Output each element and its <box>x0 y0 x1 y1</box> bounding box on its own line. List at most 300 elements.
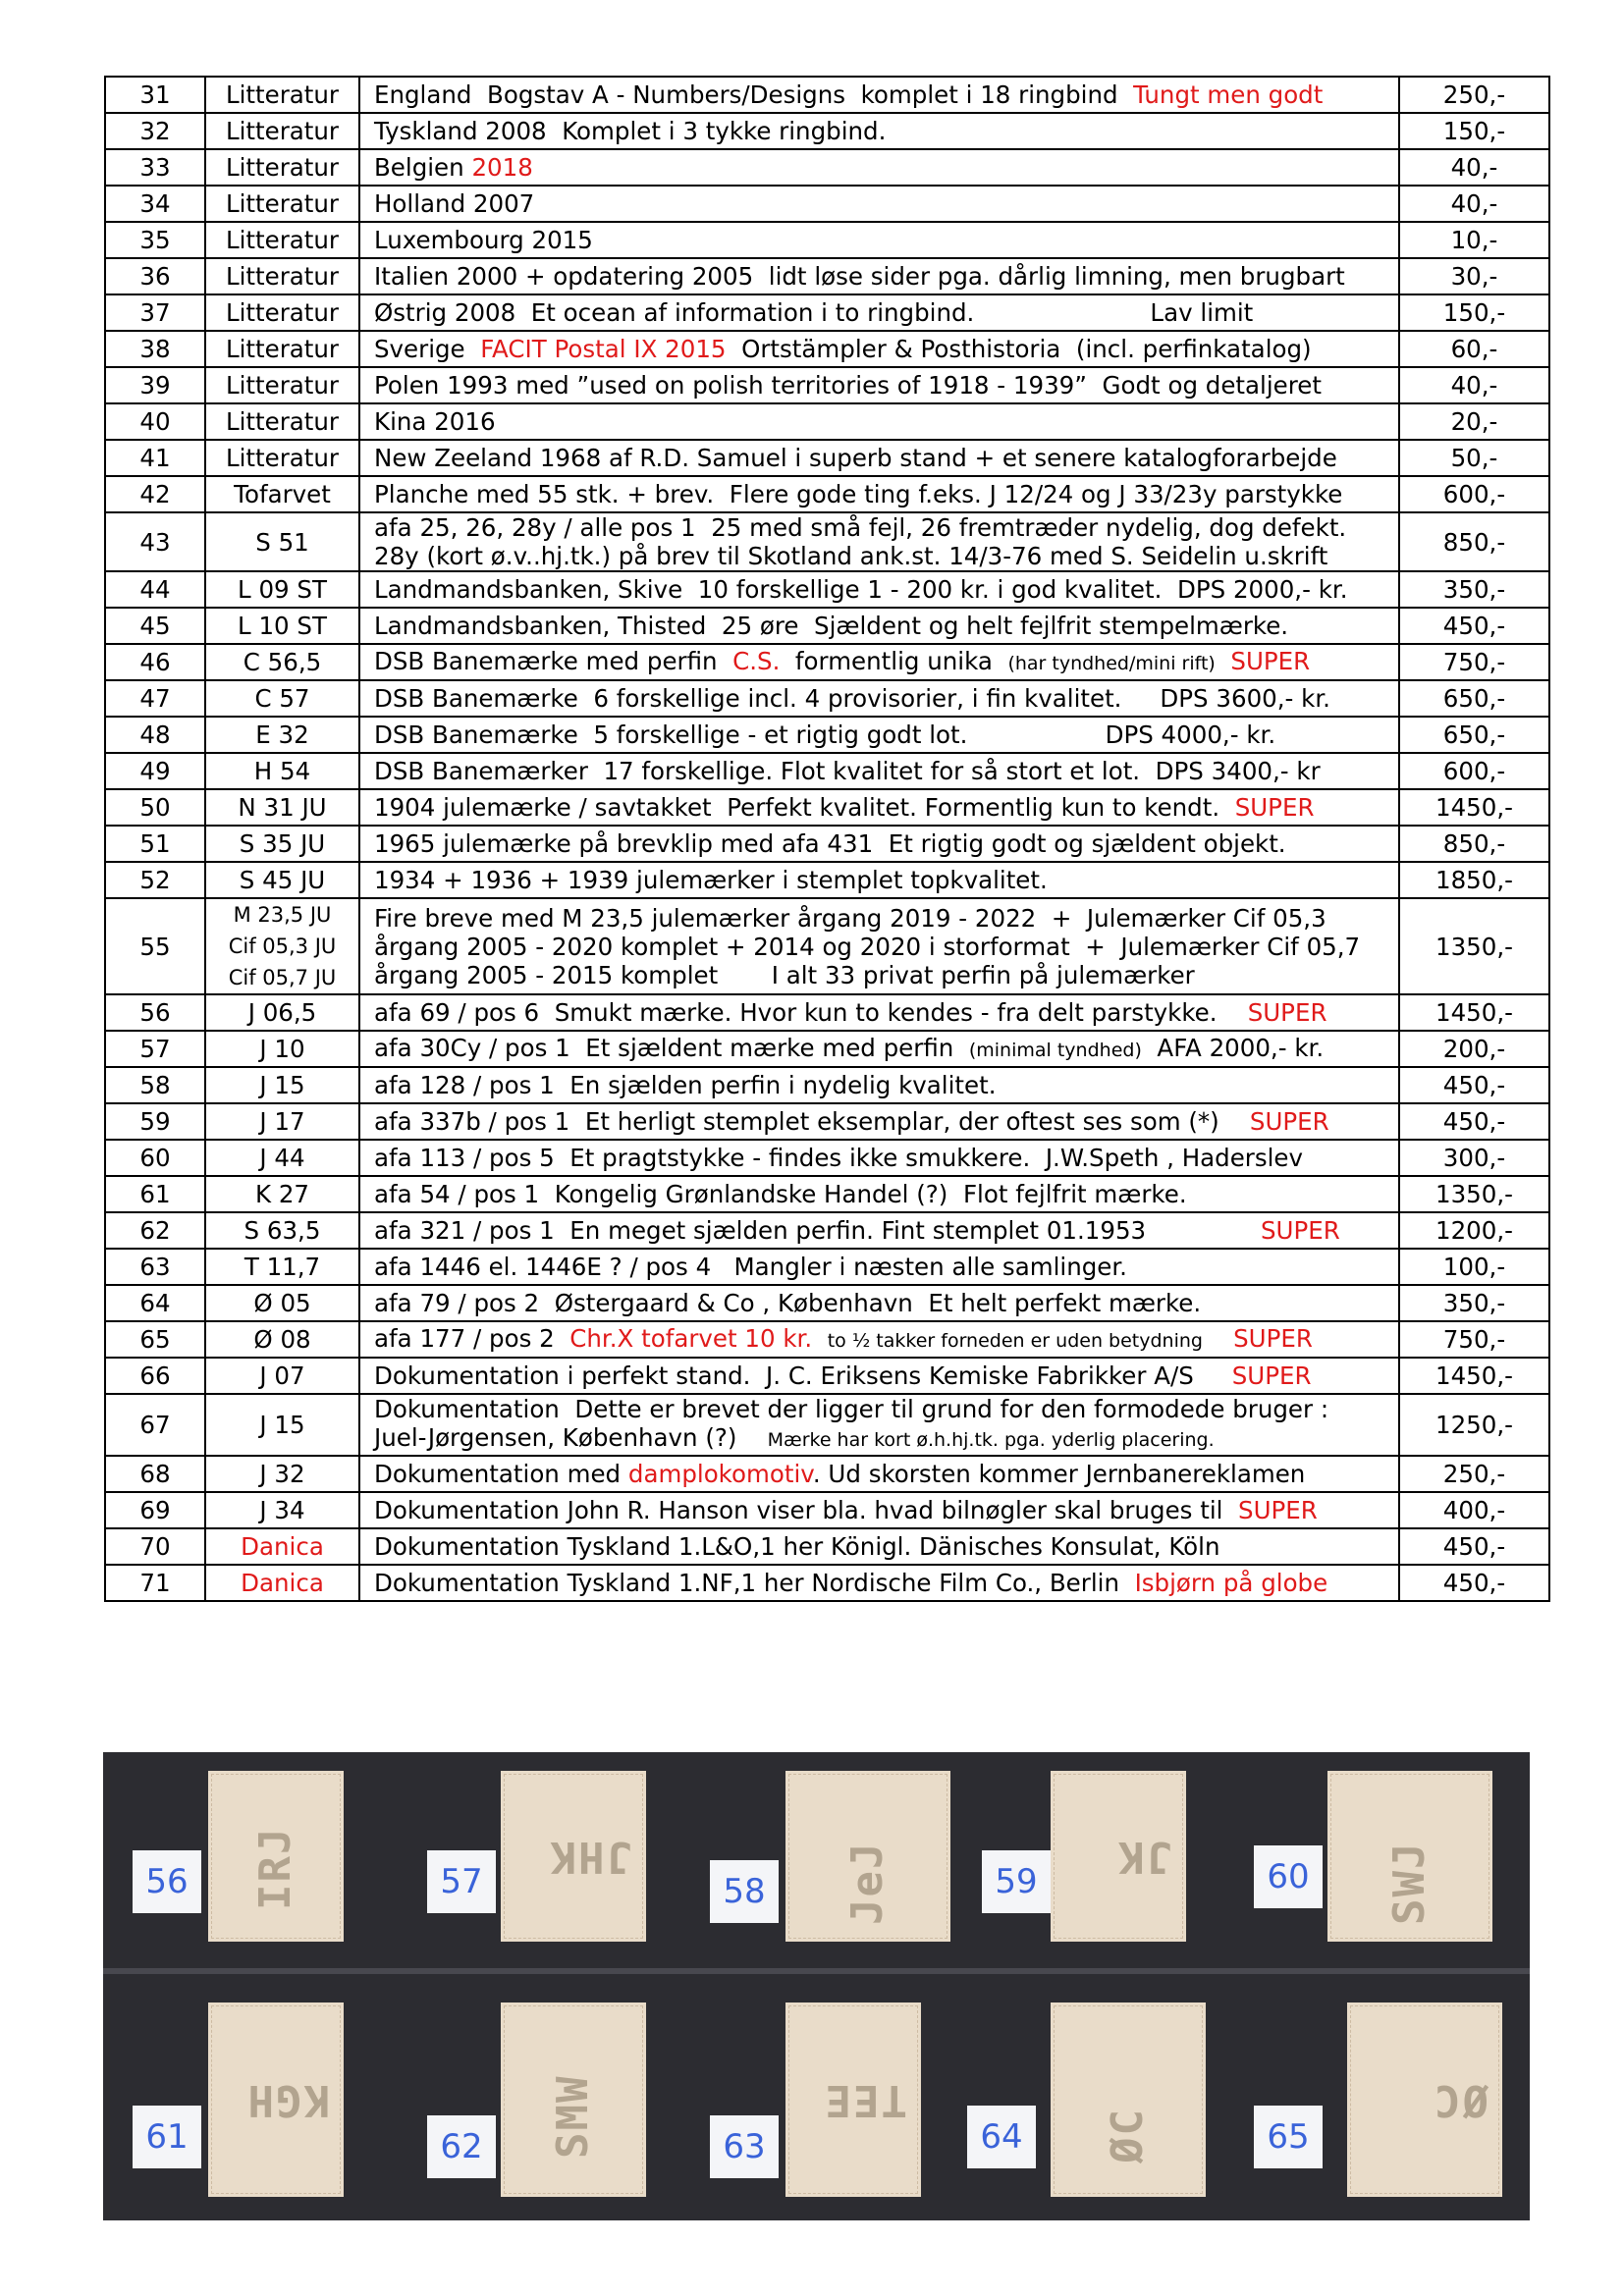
lot-number-label: 65 <box>1254 2106 1323 2168</box>
description-text: Landmandsbanken, Skive 10 forskellige 1 - 200 kr. i god kvalitet. DPS 2000,- kr. <box>374 575 1348 604</box>
lot-description <box>359 1456 1399 1492</box>
category-text: S 63,5 <box>244 1216 321 1245</box>
category-text: Litteratur <box>225 117 340 145</box>
lot-price: 150,- <box>1399 294 1549 331</box>
description-text: afa 337b / pos 1 Et herligt stemplet eksemplar, der oftest ses som (*) <box>374 1107 1250 1136</box>
lot-description <box>359 1140 1399 1176</box>
lot-price: 750,- <box>1399 1321 1549 1358</box>
description-text <box>1203 1324 1233 1353</box>
lot-category <box>205 1031 359 1067</box>
lot-price: 100,- <box>1399 1249 1549 1285</box>
description-line <box>374 80 1398 109</box>
lot-table-body <box>105 77 1549 1601</box>
lot-category <box>205 440 359 476</box>
lot-description <box>359 1212 1399 1249</box>
category-text: T 11,7 <box>244 1253 321 1281</box>
lot-number: 63 <box>105 1249 205 1285</box>
description-text: Planche med 55 stk. + brev. Flere gode ting f.eks. J 12/24 og J 33/23y parstykke <box>374 480 1343 508</box>
lot-row <box>105 294 1549 331</box>
lot-row <box>105 1394 1549 1456</box>
lot-row <box>105 1528 1549 1565</box>
lot-number: 36 <box>105 258 205 294</box>
description-line <box>374 1144 1398 1172</box>
lot-number: 69 <box>105 1492 205 1528</box>
lot-row <box>105 512 1549 571</box>
category-text: Litteratur <box>225 153 340 182</box>
description-text: Belgien <box>374 153 472 182</box>
description-text: Tyskland 2008 Komplet i 3 tykke ringbind. <box>374 117 887 145</box>
lot-row <box>105 1492 1549 1528</box>
lot-price: 1200,- <box>1399 1212 1549 1249</box>
description-line <box>374 904 1398 933</box>
lot-row <box>105 862 1549 898</box>
lot-number: 67 <box>105 1394 205 1456</box>
description-text: Sverige <box>374 335 481 363</box>
category-text: C 56,5 <box>243 648 322 676</box>
description-text: Dokumentation med <box>374 1460 628 1488</box>
lot-row <box>105 149 1549 186</box>
lot-price: 450,- <box>1399 608 1549 644</box>
description-text: Dokumentation John R. Hanson viser bla. hvad bilnøgler skal bruges til <box>374 1496 1239 1524</box>
lot-category <box>205 644 359 680</box>
perfin-stamp <box>504 2005 643 2194</box>
description-text: Dokumentation Tyskland 1.L&O,1 her Königl. Dänisches Konsulat, Köln <box>374 1532 1220 1561</box>
perfin-pattern: SWJ <box>1384 1841 1435 1925</box>
lot-price: 450,- <box>1399 1528 1549 1565</box>
lot-number: 66 <box>105 1358 205 1394</box>
lot-price: 650,- <box>1399 717 1549 753</box>
lot-description <box>359 1103 1399 1140</box>
lot-number: 65 <box>105 1321 205 1358</box>
lot-number-label: 61 <box>133 2106 201 2168</box>
lot-description <box>359 222 1399 258</box>
lot-number: 50 <box>105 789 205 826</box>
lot-category <box>205 512 359 571</box>
lot-row <box>105 440 1549 476</box>
lot-description <box>359 1528 1399 1565</box>
description-line <box>374 1324 1398 1356</box>
description-text: 1904 julemærke / savtakket Perfekt kvalitet. Formentlig kun to kendt. <box>374 793 1235 822</box>
description-text: Fire breve med M 23,5 julemærker årgang 2019 - 2022 + Julemærker Cif 05,3 <box>374 903 1326 933</box>
lot-description <box>359 1176 1399 1212</box>
lot-price: 450,- <box>1399 1565 1549 1601</box>
description-line <box>374 721 1398 749</box>
perfin-stamp <box>211 1774 341 1939</box>
lot-category <box>205 1321 359 1358</box>
lot-description <box>359 994 1399 1031</box>
lot-number: 64 <box>105 1285 205 1321</box>
description-text: Polen 1993 med ”used on polish territories of 1918 - 1939” Godt og detaljeret <box>374 371 1322 400</box>
description-line <box>374 117 1398 145</box>
category-text: Ø 08 <box>253 1325 311 1354</box>
lot-row <box>105 367 1549 403</box>
lot-row <box>105 186 1549 222</box>
description-text: årgang 2005 - 2015 komplet I alt 33 privat perfin på julemærker <box>374 960 1195 989</box>
lot-description <box>359 403 1399 440</box>
lot-description <box>359 1285 1399 1321</box>
lot-number-label: 60 <box>1254 1845 1323 1908</box>
lot-number: 49 <box>105 753 205 789</box>
lot-row <box>105 113 1549 149</box>
description-line <box>374 1569 1398 1597</box>
perfin-pattern: ØC <box>1433 2075 1489 2125</box>
lot-price: 60,- <box>1399 331 1549 367</box>
lot-number: 39 <box>105 367 205 403</box>
lot-number: 33 <box>105 149 205 186</box>
description-line <box>374 1034 1398 1065</box>
lot-row <box>105 826 1549 862</box>
category-text: Danica <box>241 1569 324 1597</box>
lot-category <box>205 753 359 789</box>
description-text: Italien 2000 + opdatering 2005 lidt løse sider pga. dårlig limning, men brugbart <box>374 262 1345 291</box>
category-text: Litteratur <box>225 407 340 436</box>
category-text: J 10 <box>259 1035 305 1063</box>
category-text: S 51 <box>255 527 309 557</box>
lot-number: 48 <box>105 717 205 753</box>
lot-number: 40 <box>105 403 205 440</box>
lot-number-label: 56 <box>133 1850 201 1913</box>
highlight-text: Tungt men godt <box>1133 80 1324 109</box>
lot-description <box>359 258 1399 294</box>
highlight-text: Isbjørn på globe <box>1134 1569 1328 1597</box>
category-text: J 15 <box>259 1411 305 1439</box>
lot-description <box>359 789 1399 826</box>
lot-description <box>359 1492 1399 1528</box>
lot-description <box>359 826 1399 862</box>
lot-price: 1350,- <box>1399 1176 1549 1212</box>
description-line <box>374 684 1398 713</box>
lot-category <box>205 258 359 294</box>
description-line <box>374 1496 1398 1524</box>
lot-number: 55 <box>105 898 205 994</box>
description-line <box>374 933 1398 961</box>
lot-row <box>105 77 1549 113</box>
description-text: Ortstämpler & Posthistoria (incl. perfinkatalog) <box>726 335 1312 363</box>
lot-price: 1350,- <box>1399 898 1549 994</box>
lot-description <box>359 294 1399 331</box>
category-text: N 31 JU <box>238 793 327 822</box>
lot-category <box>205 1565 359 1601</box>
perfin-pattern: ØC <box>1103 2108 1153 2163</box>
category-text: Litteratur <box>225 189 340 218</box>
lot-category <box>205 608 359 644</box>
category-text: Litteratur <box>225 80 340 109</box>
lot-category <box>205 1212 359 1249</box>
description-text <box>812 1324 828 1353</box>
category-text: Danica <box>241 1532 324 1561</box>
lot-row <box>105 331 1549 367</box>
lot-price: 600,- <box>1399 753 1549 789</box>
category-text: J 15 <box>259 1071 305 1099</box>
lot-row <box>105 1285 1549 1321</box>
description-text: afa 54 / pos 1 Kongelig Grønlandske Handel (?) Flot fejlfrit mærke. <box>374 1180 1187 1208</box>
lot-number: 46 <box>105 644 205 680</box>
description-line <box>374 575 1398 604</box>
highlight-text: SUPER <box>1249 1107 1329 1136</box>
lot-category <box>205 680 359 717</box>
lot-row <box>105 1031 1549 1067</box>
lot-price: 1250,- <box>1399 1394 1549 1456</box>
lot-description <box>359 440 1399 476</box>
lot-category <box>205 898 359 994</box>
lot-price: 450,- <box>1399 1067 1549 1103</box>
lot-number-label: 63 <box>710 2115 779 2178</box>
lot-number: 57 <box>105 1031 205 1067</box>
perfin-pattern: KGH <box>245 2075 330 2125</box>
lot-row <box>105 898 1549 994</box>
lot-category <box>205 1492 359 1528</box>
description-text: Dokumentation Dette er brevet der ligger til grund for den formodede bruger : <box>374 1395 1329 1423</box>
lot-price: 1450,- <box>1399 1358 1549 1394</box>
lot-category <box>205 1140 359 1176</box>
lot-description <box>359 113 1399 149</box>
description-text: 1965 julemærke på brevklip med afa 431 Et rigtig godt og sjældent objekt. <box>374 829 1286 858</box>
lot-description <box>359 186 1399 222</box>
description-text: afa 1446 el. 1446E ? / pos 4 Mangler i næsten alle samlinger. <box>374 1253 1127 1281</box>
lot-row <box>105 1321 1549 1358</box>
lot-row <box>105 789 1549 826</box>
category-text: J 44 <box>259 1144 305 1172</box>
lot-number-label: 62 <box>427 2115 496 2178</box>
description-line <box>374 189 1398 218</box>
lot-description <box>359 476 1399 512</box>
description-line <box>374 866 1398 894</box>
perfin-stamp <box>1350 2005 1499 2194</box>
lot-category <box>205 476 359 512</box>
category-text: J 32 <box>259 1460 305 1488</box>
lot-price: 750,- <box>1399 644 1549 680</box>
description-line <box>374 647 1398 678</box>
perfin-pattern: JHK <box>548 1832 632 1882</box>
lot-price: 300,- <box>1399 1140 1549 1176</box>
description-text: Mærke har kort ø.h.hj.tk. pga. yderlig placering. <box>767 1429 1215 1451</box>
lot-category <box>205 186 359 222</box>
lot-number: 38 <box>105 331 205 367</box>
description-line <box>374 444 1398 472</box>
description-line <box>374 298 1398 327</box>
highlight-text: 2018 <box>471 153 533 182</box>
lot-number: 60 <box>105 1140 205 1176</box>
lot-category <box>205 862 359 898</box>
description-text: afa 113 / pos 5 Et pragtstykke - findes ikke smukkere. J.W.Speth , Haderslev <box>374 1144 1304 1172</box>
category-text: K 27 <box>254 1180 310 1208</box>
lot-row <box>105 1176 1549 1212</box>
lot-row <box>105 1249 1549 1285</box>
lot-number: 51 <box>105 826 205 862</box>
lot-number: 68 <box>105 1456 205 1492</box>
description-text: Dokumentation i perfekt stand. J. C. Eriksens Kemiske Fabrikker A/S <box>374 1362 1232 1390</box>
description-line <box>374 757 1398 785</box>
lot-description <box>359 512 1399 571</box>
lot-category <box>205 222 359 258</box>
lot-price: 350,- <box>1399 571 1549 608</box>
category-text: Tofarvet <box>234 480 331 508</box>
lot-category <box>205 1249 359 1285</box>
lot-price: 200,- <box>1399 1031 1549 1067</box>
lot-row <box>105 1067 1549 1103</box>
category-text: Litteratur <box>225 298 340 327</box>
description-line <box>374 407 1398 436</box>
lot-description <box>359 862 1399 898</box>
lot-row <box>105 1140 1549 1176</box>
lot-row <box>105 608 1549 644</box>
lot-category <box>205 826 359 862</box>
lot-category <box>205 113 359 149</box>
lot-description <box>359 608 1399 644</box>
lot-row <box>105 258 1549 294</box>
description-text: Kina 2016 <box>374 407 496 436</box>
description-line <box>374 1253 1398 1281</box>
lot-price: 850,- <box>1399 512 1549 571</box>
lot-row <box>105 403 1549 440</box>
description-line <box>374 153 1398 182</box>
description-line <box>374 262 1398 291</box>
description-text: DSB Banemærke 6 forskellige incl. 4 provisorier, i fin kvalitet. DPS 3600,- kr. <box>374 684 1330 713</box>
lot-price: 10,- <box>1399 222 1549 258</box>
highlight-text: SUPER <box>1231 1362 1312 1390</box>
lot-category <box>205 1285 359 1321</box>
perfin-pattern: TEE <box>823 2075 907 2125</box>
lot-row <box>105 994 1549 1031</box>
lot-table <box>104 76 1550 1602</box>
description-text: årgang 2005 - 2020 komplet + 2014 og 2020 i storformat + Julemærker Cif 05,7 <box>374 932 1361 961</box>
lot-category <box>205 294 359 331</box>
highlight-text: SUPER <box>1234 793 1315 822</box>
lot-price: 40,- <box>1399 186 1549 222</box>
description-text: New Zeeland 1968 af R.D. Samuel i superb stand + et senere katalogforarbejde <box>374 444 1337 472</box>
category-text: J 07 <box>259 1362 305 1390</box>
description-text: afa 177 / pos 2 <box>374 1323 570 1353</box>
lot-number: 56 <box>105 994 205 1031</box>
description-text: Østrig 2008 Et ocean af information i to ringbind. Lav limit <box>374 298 1254 327</box>
lot-price: 650,- <box>1399 680 1549 717</box>
description-text: Luxembourg 2015 <box>374 226 593 254</box>
description-text: afa 79 / pos 2 Østergaard & Co , København Et helt perfekt mærke. <box>374 1289 1202 1317</box>
lot-category <box>205 331 359 367</box>
description-line <box>374 480 1398 508</box>
lot-number: 31 <box>105 77 205 113</box>
description-text: Dokumentation Tyskland 1.NF,1 her Nordische Film Co., Berlin <box>374 1569 1135 1597</box>
lot-number: 41 <box>105 440 205 476</box>
lot-description <box>359 717 1399 753</box>
lot-description <box>359 1031 1399 1067</box>
lot-category <box>205 1358 359 1394</box>
lot-row <box>105 753 1549 789</box>
lot-price: 50,- <box>1399 440 1549 476</box>
highlight-text: SUPER <box>1238 1496 1318 1524</box>
lot-price: 30,- <box>1399 258 1549 294</box>
lot-row <box>105 1358 1549 1394</box>
description-text: afa 321 / pos 1 En meget sjælden perfin. Fint stemplet 01.1953 <box>374 1216 1261 1245</box>
description-text: afa 30Cy / pos 1 Et sjældent mærke med perfin <box>374 1033 969 1062</box>
lot-row <box>105 644 1549 680</box>
lot-price: 1850,- <box>1399 862 1549 898</box>
category-text: S 45 JU <box>239 866 326 894</box>
lot-description <box>359 1249 1399 1285</box>
category-text: Cif 05,3 JU <box>228 934 337 958</box>
highlight-text: SUPER <box>1230 646 1311 675</box>
lot-row <box>105 476 1549 512</box>
description-line <box>374 1216 1398 1245</box>
lot-price: 600,- <box>1399 476 1549 512</box>
lot-category <box>205 1528 359 1565</box>
description-text: Juel-Jørgensen, København (?) <box>374 1423 768 1452</box>
description-text: formentlig unika <box>780 646 1008 675</box>
perfin-stamp <box>1330 1774 1489 1939</box>
description-text: afa 69 / pos 6 Smukt mærke. Hvor kun to kendes - fra delt parstykke. <box>374 998 1248 1027</box>
description-line <box>374 226 1398 254</box>
perfin-pattern: SMW <box>548 2074 598 2159</box>
lot-description <box>359 644 1399 680</box>
perfin-stamp <box>211 2005 341 2194</box>
lot-category <box>205 367 359 403</box>
lot-number: 43 <box>105 512 205 571</box>
lot-row <box>105 1212 1549 1249</box>
category-text: Ø 05 <box>253 1289 311 1317</box>
lot-category <box>205 77 359 113</box>
perfin-stamp <box>788 2005 918 2194</box>
lot-number: 35 <box>105 222 205 258</box>
highlight-text: SUPER <box>1233 1323 1313 1353</box>
lot-category <box>205 149 359 186</box>
lot-category <box>205 403 359 440</box>
lot-row <box>105 1103 1549 1140</box>
lot-price: 450,- <box>1399 1103 1549 1140</box>
highlight-text: C.S. <box>732 646 781 675</box>
description-text: (har tyndhed/mini rift) <box>1007 652 1216 674</box>
description-text: (minimal tyndhed) <box>968 1039 1142 1061</box>
lot-price: 150,- <box>1399 113 1549 149</box>
description-text: DSB Banemærke med perfin <box>374 646 733 675</box>
highlight-text: FACIT Postal IX 2015 <box>480 335 727 363</box>
description-text: England Bogstav A - Numbers/Designs komplet i 18 ringbind <box>374 80 1134 109</box>
description-text: to ½ takker forneden er uden betydning <box>827 1329 1203 1352</box>
lot-number: 37 <box>105 294 205 331</box>
lot-price: 20,- <box>1399 403 1549 440</box>
lot-description <box>359 331 1399 367</box>
lot-number: 34 <box>105 186 205 222</box>
lot-price: 850,- <box>1399 826 1549 862</box>
lot-number: 70 <box>105 1528 205 1565</box>
lot-number: 52 <box>105 862 205 898</box>
description-text: AFA 2000,- kr. <box>1141 1033 1325 1062</box>
lot-price: 350,- <box>1399 1285 1549 1321</box>
highlight-text: Chr.X tofarvet 10 kr. <box>569 1323 813 1353</box>
category-text: Litteratur <box>225 335 340 363</box>
category-text: J 06,5 <box>247 998 317 1027</box>
category-text: M 23,5 JU <box>233 903 332 927</box>
perfin-stamp <box>788 1774 947 1939</box>
lot-row <box>105 571 1549 608</box>
album-strip-divider <box>103 1968 1530 1974</box>
category-text: E 32 <box>255 721 309 749</box>
lot-number: 58 <box>105 1067 205 1103</box>
lot-category <box>205 717 359 753</box>
lot-category <box>205 1103 359 1140</box>
description-line <box>374 612 1398 640</box>
description-text: afa 128 / pos 1 En sjælden perfin i nydelig kvalitet. <box>374 1071 997 1099</box>
description-text: afa 25, 26, 28y / alle pos 1 25 med små fejl, 26 fremtræder nydelig, dog defekt. <box>374 513 1347 542</box>
lot-description <box>359 1565 1399 1601</box>
perfin-stamp <box>1054 1774 1183 1939</box>
lot-price: 400,- <box>1399 1492 1549 1528</box>
category-text: Litteratur <box>225 262 340 291</box>
lot-row <box>105 1456 1549 1492</box>
description-line <box>374 371 1398 400</box>
description-text: Landmandsbanken, Thisted 25 øre Sjældent og helt fejlfrit stempelmærke. <box>374 612 1289 640</box>
perfin-pattern: JK <box>1116 1832 1172 1882</box>
description-text: . Ud skorsten kommer Jernbanereklamen <box>812 1460 1306 1488</box>
